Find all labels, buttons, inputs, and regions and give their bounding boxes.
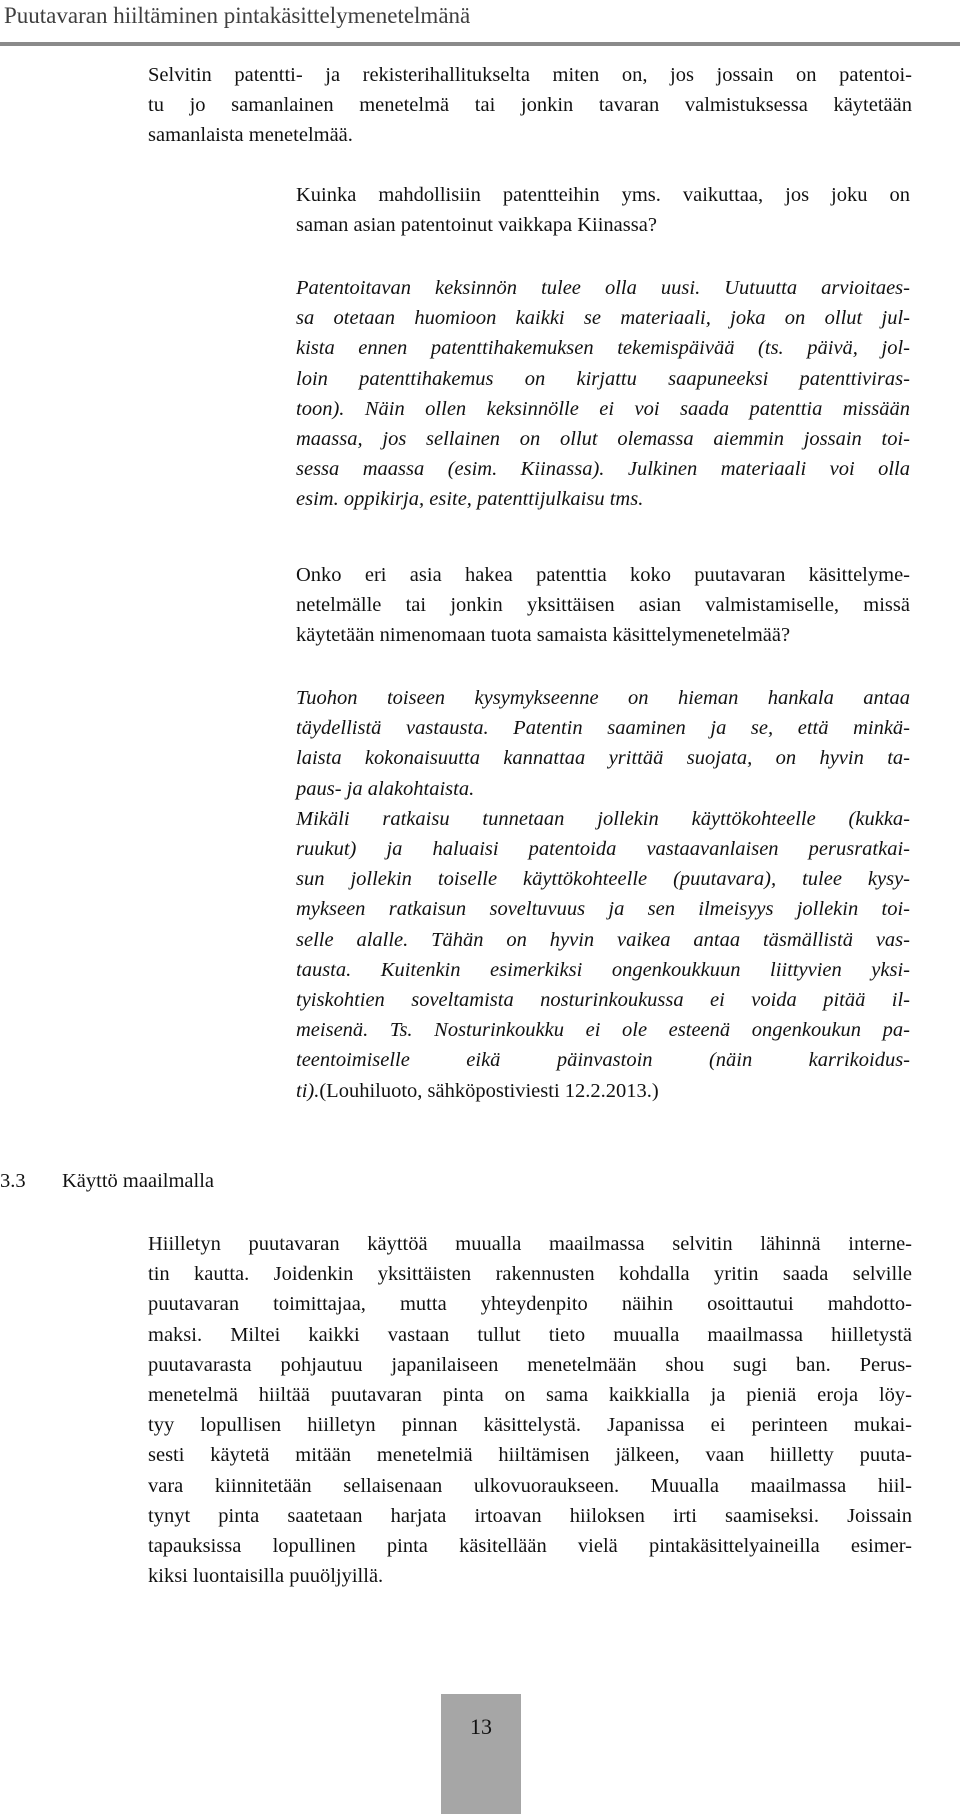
text-line: menetelmä hiiltää puutavaran pinta on sama kaikkialla ja pieniä eroja löy- (148, 1384, 912, 1407)
answer-1 (296, 273, 910, 515)
text-line: puutavaran toimittajaa, mutta yhteydenpito näihin osoittautui mahdotto- (148, 1293, 912, 1316)
page-number-box (441, 1694, 521, 1814)
text-line: selle alalle. Tähän on hyvin vaikea antaa täsmällistä vas- (296, 928, 910, 951)
text-line: Selvitin patentti- ja rekisterihallitukselta miten on, jos jossain on patentoi- (148, 64, 912, 86)
header-title: Puutavaran hiiltäminen pintakäsittelymenetelmänä (4, 3, 471, 28)
text-line: Patentoitavan keksinnön tulee olla uusi. Uutuutta arvioitaes- (296, 277, 910, 299)
text-line: käytetään nimenomaan tuota samaista käsittelymenetelmää? (296, 624, 791, 647)
text-line: sa otetaan huomioon kaikki se materiaali, joka on ollut jul- (296, 307, 910, 330)
text-line: Kuinka mahdollisiin patentteihin yms. vaikuttaa, jos joku on (296, 184, 910, 206)
running-header (0, 0, 960, 46)
text-line: samanlaista menetelmää. (148, 124, 353, 147)
question-2 (296, 560, 910, 651)
text-line: Hiilletyn puutavaran käyttöä muualla maailmassa selvitin lähinnä interne- (148, 1233, 912, 1255)
text-line: tu jo samanlainen menetelmä tai jonkin tavaran valmistuksessa käytetään (148, 94, 912, 117)
text-line: sun jollekin toiselle käyttökohteelle (puutavara), tulee kysy- (296, 868, 910, 891)
question-1 (296, 180, 910, 240)
text-line: maksi. Miltei kaikki vastaan tullut tieto muualla maailmassa hiilletystä (148, 1323, 912, 1346)
text-line: sesti käytetä mitään menetelmiä hiiltämisen jälkeen, vaan hiilletty puuta- (148, 1444, 912, 1467)
text-line: toon). Näin ollen keksinnölle ei voi saada patenttia missään (296, 397, 910, 420)
text-line: Onko eri asia hakea patenttia koko puutavaran käsittelyme- (296, 564, 910, 586)
text-line: sessa maassa (esim. Kiinassa). Julkinen materiaali voi olla (296, 458, 910, 481)
text-line (296, 1076, 910, 1106)
text-line: mykseen ratkaisun soveltuvuus ja sen ilmeisyys jollekin toi- (296, 898, 910, 921)
text-line: puutavarasta pohjautuu japanilaiseen menetelmään shou sugi ban. Perus- (148, 1353, 912, 1376)
text-line: Tuohon toiseen kysymykseenne on hieman hankala antaa (296, 687, 910, 709)
text-line: tyiskohtien soveltamista nosturinkoukussa ei voida pitää il- (296, 989, 910, 1012)
text-line: tin kautta. Joidenkin yksittäisten rakennusten kohdalla yritin saada selville (148, 1263, 912, 1286)
text-line: tausta. Kuitenkin esimerkiksi ongenkoukkuun liittyvien yksi- (296, 958, 910, 981)
section-heading (0, 1170, 214, 1193)
citation-italic: ti). (296, 1079, 320, 1102)
text-line: tyy lopullisen hiilletyn pinnan käsittelystä. Japanissa ei perinteen mukai- (148, 1414, 912, 1437)
text-line: Mikäli ratkaisu tunnetaan jollekin käyttökohteelle (kukka- (296, 807, 910, 830)
paragraph-patent-inquiry (148, 60, 912, 151)
text-line: meisenä. Ts. Nosturinkoukku ei ole esteenä ongenkoukun pa- (296, 1019, 910, 1042)
text-line: kiksi luontaisilla puuöljyillä. (148, 1565, 384, 1588)
text-line: saman asian patentoinut vaikkapa Kiinassa? (296, 214, 657, 237)
text-line: netelmälle tai jonkin yksittäisen asian valmistamiselle, missä (296, 594, 910, 617)
text-line: täydellistä vastausta. Patentin saaminen ja se, että minkä- (296, 717, 910, 740)
text-line: maassa, jos sellainen on ollut olemassa aiemmin jossain toi- (296, 428, 910, 451)
section-number: 3.3 (0, 1170, 26, 1192)
page-number: 13 (470, 1714, 492, 1739)
answer-2 (296, 683, 910, 1106)
text-line: tynyt pinta saatetaan harjata irtoavan hiiloksen irti saamiseksi. Joissain (148, 1504, 912, 1527)
text-line: loin patenttihakemus on kirjattu saapuneeksi patenttiviras- (296, 367, 910, 390)
text-line: kista ennen patenttihakemuksen tekemispäivää (ts. päivä, jol- (296, 337, 910, 360)
text-line: esim. oppikirja, esite, patenttijulkaisu tms. (296, 488, 644, 511)
text-line: laista kokonaisuutta kannattaa yrittää suojata, on hyvin ta- (296, 747, 910, 770)
text-line: teentoimiselle eikä päinvastoin (näin karrikoidus- (296, 1049, 910, 1072)
section-title: Käyttö maailmalla (62, 1170, 214, 1192)
text-line: tapauksissa lopullinen pinta käsitellään vielä pintakäsittelyaineilla esimer- (148, 1535, 912, 1558)
paragraph-worldwide-use (148, 1229, 912, 1591)
text-line: ruukut) ja haluaisi patentoida vastaavanlaisen perusratkai- (296, 838, 910, 861)
citation-reference: (Louhiluoto, sähköpostiviesti 12.2.2013.) (319, 1079, 659, 1102)
text-line: vara kiinnitetään sellaisenaan ulkovuoraukseen. Muualla maailmassa hiil- (148, 1474, 912, 1497)
text-line: paus- ja alakohtaista. (296, 777, 475, 800)
